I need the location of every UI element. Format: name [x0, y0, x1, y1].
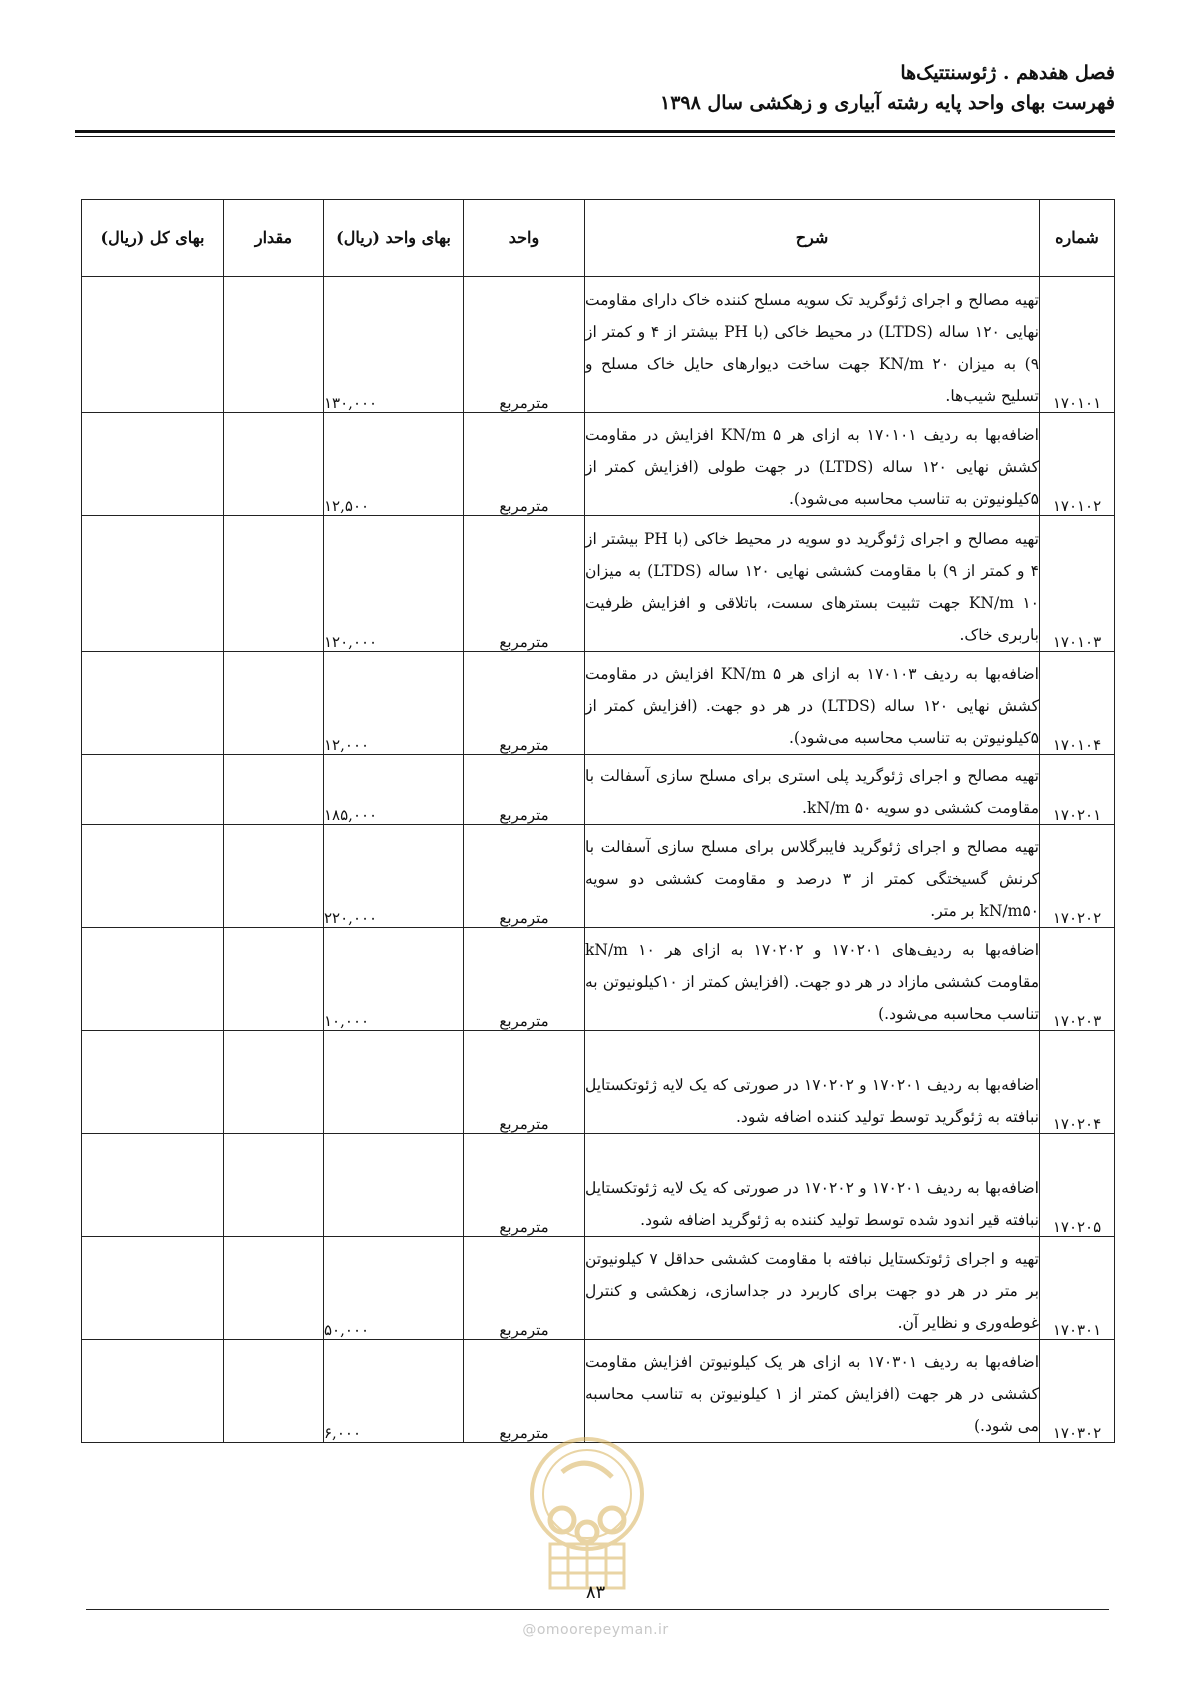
row-description: اضافه‌بها به ردیف ۱۷۰۲۰۱ و ۱۷۰۲۰۲ در صورتی که یک لایه ژئوتکستایل نبافته به ژئوگرید توسط تولید کننده اضافه شود. [585, 1031, 1040, 1134]
table-row [82, 652, 1115, 755]
table-row [82, 928, 1115, 1031]
row-quantity [224, 1031, 324, 1134]
document-subtitle: فهرست بهای واحد پایه رشته آبیاری و زهکشی سال ۱۳۹۸ [659, 92, 1115, 114]
header-rule-thick [75, 130, 1115, 133]
price-list-table [81, 199, 1115, 1443]
row-quantity [224, 928, 324, 1031]
row-unit-price: ۱۲۰,۰۰۰ [324, 516, 464, 652]
row-unit-price: ۶,۰۰۰ [324, 1340, 464, 1443]
row-description: تهیه مصالح و اجرای ژئوگرید پلی استری برای مسلح سازی آسفالت با مقاومت کششی دو سویه ۵۰ kN/m. [585, 755, 1040, 825]
table-row [82, 825, 1115, 928]
row-quantity [224, 652, 324, 755]
row-total-price [82, 516, 224, 652]
watermark-url: @omoorepeyman.ir [522, 1622, 669, 1638]
header-rule-thin [75, 136, 1115, 137]
row-unit: مترمربع [464, 1340, 585, 1443]
row-description: اضافه‌بها به ردیف ۱۷۰۱۰۱ به ازای هر KN/m ۵ افزایش در مقاومت کشش نهایی ۱۲۰ ساله (LTDS) در جهت طولی (افزایش کمتر از ۵کیلونیوتن به تناسب محاسبه می‌شود). [585, 413, 1040, 516]
row-unit-price: ۱۲,۵۰۰ [324, 413, 464, 516]
row-number: ۱۷۰۲۰۴ [1040, 1031, 1115, 1134]
row-quantity [224, 1134, 324, 1237]
row-number: ۱۷۰۲۰۱ [1040, 755, 1115, 825]
row-description: تهیه مصالح و اجرای ژئوگرید دو سویه در محیط خاکی (با PH بیشتر از ۴ و کمتر از ۹) با مقاومت کششی نهایی ۱۲۰ ساله (LTDS) به میزان KN/m ۱۰ جهت تثبیت بسترهای سست، باتلاقی و افزایش ظرفیت باربری خاک. [585, 516, 1040, 652]
row-total-price [82, 652, 224, 755]
table-row [82, 277, 1115, 413]
table-row [82, 516, 1115, 652]
row-total-price [82, 1237, 224, 1340]
table-row [82, 1340, 1115, 1443]
row-unit-price: ۲۲۰,۰۰۰ [324, 825, 464, 928]
row-number: ۱۷۰۳۰۱ [1040, 1237, 1115, 1340]
row-number: ۱۷۰۳۰۲ [1040, 1340, 1115, 1443]
table-row [82, 1134, 1115, 1237]
row-unit: مترمربع [464, 1134, 585, 1237]
row-unit-price: ۵۰,۰۰۰ [324, 1237, 464, 1340]
row-unit-price: ۱۳۰,۰۰۰ [324, 277, 464, 413]
row-total-price [82, 1031, 224, 1134]
row-total-price [82, 413, 224, 516]
header-total-price: بهای کل (ریال) [82, 200, 224, 277]
row-description: اضافه‌بها به ردیف ۱۷۰۱۰۳ به ازای هر KN/m ۵ افزایش در مقاومت کشش نهایی ۱۲۰ ساله (LTDS) در هر دو جهت. (افزایش کمتر از ۵کیلونیوتن به تناسب محاسبه می‌شود). [585, 652, 1040, 755]
row-description: تهیه مصالح و اجرای ژئوگرید تک سویه مسلح کننده خاک دارای مقاومت نهایی ۱۲۰ ساله (LTDS) در محیط خاکی (با PH بیشتر از ۴ و کمتر از ۹) به میزان KN/m ۲۰ جهت ساخت دیوارهای حایل خاک مسلح و تسلیح شیب‌ها. [585, 277, 1040, 413]
header-number: شماره [1040, 200, 1115, 277]
row-unit: مترمربع [464, 652, 585, 755]
row-total-price [82, 1340, 224, 1443]
row-total-price [82, 825, 224, 928]
row-number: ۱۷۰۲۰۵ [1040, 1134, 1115, 1237]
row-unit: مترمربع [464, 413, 585, 516]
row-total-price [82, 1134, 224, 1237]
row-quantity [224, 413, 324, 516]
row-number: ۱۷۰۱۰۱ [1040, 277, 1115, 413]
page-header [75, 58, 1115, 118]
header-unit-price: بهای واحد (ریال) [324, 200, 464, 277]
row-quantity [224, 1237, 324, 1340]
row-quantity [224, 1340, 324, 1443]
row-number: ۱۷۰۱۰۲ [1040, 413, 1115, 516]
row-total-price [82, 755, 224, 825]
row-unit-price [324, 1031, 464, 1134]
row-unit: مترمربع [464, 1237, 585, 1340]
table-body [82, 277, 1115, 1443]
row-unit: مترمربع [464, 928, 585, 1031]
row-number: ۱۷۰۱۰۴ [1040, 652, 1115, 755]
row-unit-price: ۱۲,۰۰۰ [324, 652, 464, 755]
row-unit-price: ۱۸۵,۰۰۰ [324, 755, 464, 825]
row-unit-price: ۱۰,۰۰۰ [324, 928, 464, 1031]
table-row [82, 1237, 1115, 1340]
row-description: تهیه و اجرای ژئوتکستایل نبافته با مقاومت کششی حداقل ۷ کیلونیوتن بر متر در هر دو جهت برای کاربرد در جداسازی، زهکشی و کنترل غوطه‌وری و نظایر آن. [585, 1237, 1040, 1340]
chapter-title: فصل هفدهم . ژئوسنتتیک‌ها [900, 62, 1115, 84]
header-description: شرح [585, 200, 1040, 277]
row-unit: مترمربع [464, 1031, 585, 1134]
footer-rule [86, 1609, 1109, 1610]
row-total-price [82, 928, 224, 1031]
row-description: اضافه‌بها به ردیف ۱۷۰۲۰۱ و ۱۷۰۲۰۲ در صورتی که یک لایه ژئوتکستایل نبافته قیر اندود شده توسط تولید کننده به ژئوگرید اضافه شود. [585, 1134, 1040, 1237]
row-number: ۱۷۰۲۰۳ [1040, 928, 1115, 1031]
row-quantity [224, 755, 324, 825]
row-unit-price [324, 1134, 464, 1237]
header-unit: واحد [464, 200, 585, 277]
row-number: ۱۷۰۱۰۳ [1040, 516, 1115, 652]
row-quantity [224, 516, 324, 652]
page-number: ۸۳ [585, 1582, 606, 1603]
row-number: ۱۷۰۲۰۲ [1040, 825, 1115, 928]
publisher-seal-icon [512, 1432, 662, 1597]
row-total-price [82, 277, 224, 413]
row-description: تهیه مصالح و اجرای ژئوگرید فایبرگلاس برای مسلح سازی آسفالت با کرنش گسیختگی کمتر از ۳ درصد و مقاومت کششی دو سویه kN/m۵۰ بر متر. [585, 825, 1040, 928]
table-row [82, 1031, 1115, 1134]
row-unit: مترمربع [464, 516, 585, 652]
table-header-row [82, 200, 1115, 277]
table-row [82, 755, 1115, 825]
row-unit: مترمربع [464, 755, 585, 825]
row-description: اضافه‌بها به ردیف‌های ۱۷۰۲۰۱ و ۱۷۰۲۰۲ به ازای هر kN/m ۱۰ مقاومت کششی مازاد در هر دو جهت. (افزایش کمتر از ۱۰کیلونیوتن به تناسب محاسبه می‌شود.) [585, 928, 1040, 1031]
row-quantity [224, 825, 324, 928]
table-row [82, 413, 1115, 516]
row-unit: مترمربع [464, 825, 585, 928]
row-description: اضافه‌بها به ردیف ۱۷۰۳۰۱ به ازای هر یک کیلونیوتن افزایش مقاومت کششی در هر جهت (افزایش کمتر از ۱ کیلونیوتن به تناسب محاسبه می شود.) [585, 1340, 1040, 1443]
header-quantity: مقدار [224, 200, 324, 277]
row-unit: مترمربع [464, 277, 585, 413]
row-quantity [224, 277, 324, 413]
